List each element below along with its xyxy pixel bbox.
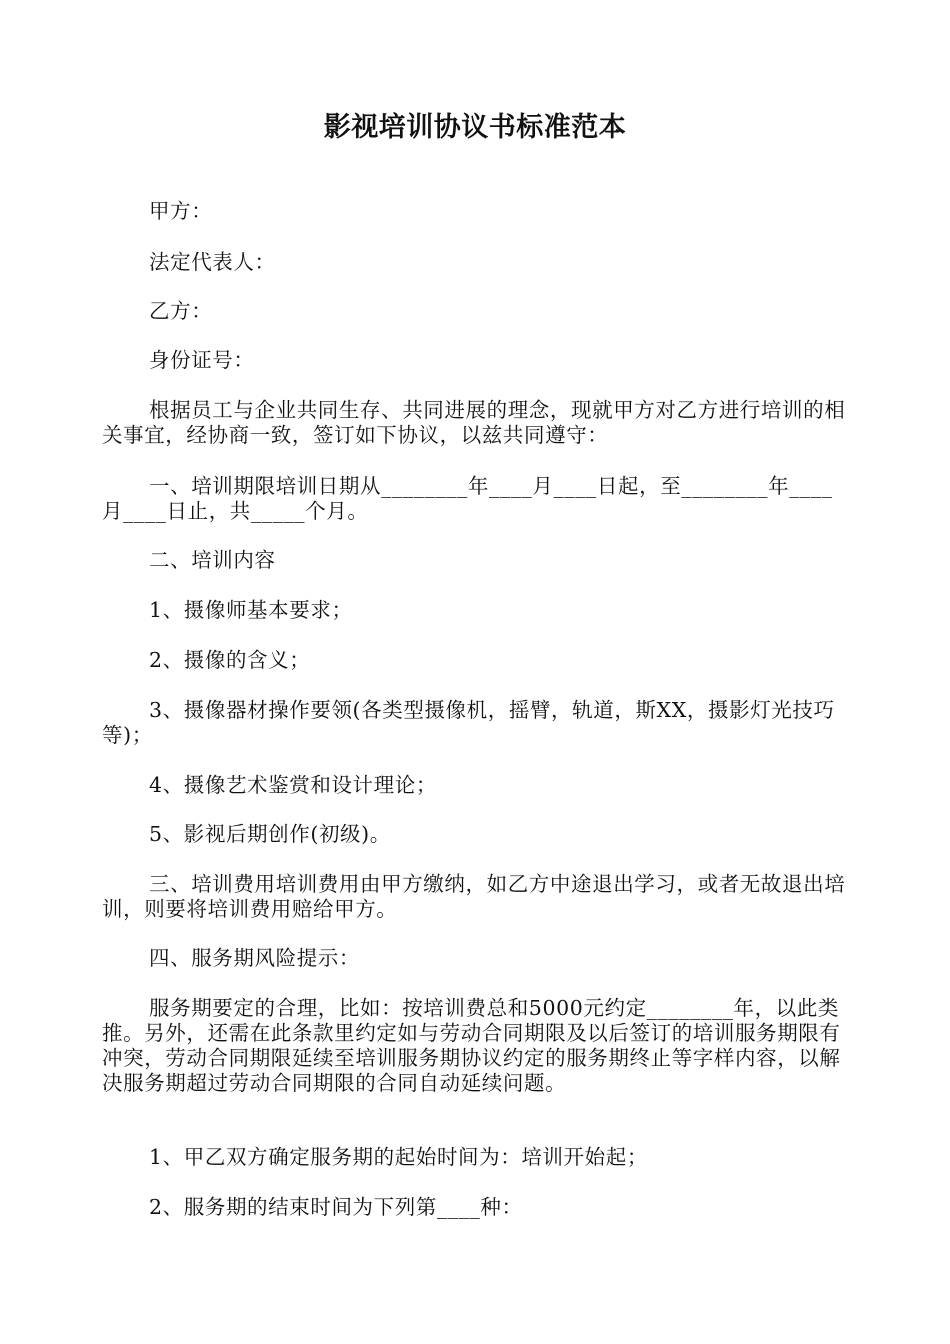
- clause-service-period-risk-heading: 四、服务期风险提示：: [149, 946, 360, 970]
- service-period-item-1: 1、甲乙双方确定服务期的起始时间为：培训开始起；: [149, 1145, 648, 1169]
- content-item-1: 1、摄像师基本要求；: [149, 598, 353, 622]
- id-number-line: 身份证号：: [149, 348, 255, 372]
- party-a-line: 甲方：: [149, 199, 213, 223]
- legal-representative-line: 法定代表人：: [149, 250, 276, 274]
- service-period-note-paragraph: 服务期要定的合理，比如：按培训费总和5000元约定________年，以此类推。另外，还需在此条款里约定如与劳动合同期限及以后签订的培训服务期限有冲突，劳动合同期限延续至培训服务期协议约定的服务期终止等字样内容，以解决服务期超过劳动合同期限的合同自动延续问题。: [102, 996, 841, 1095]
- clause-training-period: 一、培训期限培训日期从________年____月____日起，至________年____月____日止，共_____个月。: [102, 474, 833, 523]
- clause-training-content-heading: 二、培训内容: [149, 548, 276, 572]
- document-title: 影视培训协议书标准范本: [323, 112, 627, 143]
- content-item-5: 5、影视后期创作(初级)。: [149, 822, 391, 846]
- party-b-line: 乙方：: [149, 299, 213, 323]
- content-item-2: 2、摄像的含义；: [149, 648, 311, 672]
- content-item-4: 4、摄像艺术鉴赏和设计理论；: [149, 773, 437, 797]
- preamble-paragraph: 根据员工与企业共同生存、共同进展的理念，现就甲方对乙方进行培训的相关事宜，经协商一致，签订如下协议，以兹共同遵守：: [102, 398, 846, 447]
- content-item-3: 3、摄像器材操作要领(各类型摄像机，摇臂，轨道，斯XX，摄影灯光技巧等)；: [102, 698, 835, 747]
- clause-training-fees: 三、培训费用培训费用由甲方缴纳，如乙方中途退出学习，或者无故退出培训，则要将培训费用赔给甲方。: [102, 872, 846, 921]
- service-period-item-2: 2、服务期的结束时间为下列第____种：: [149, 1195, 523, 1219]
